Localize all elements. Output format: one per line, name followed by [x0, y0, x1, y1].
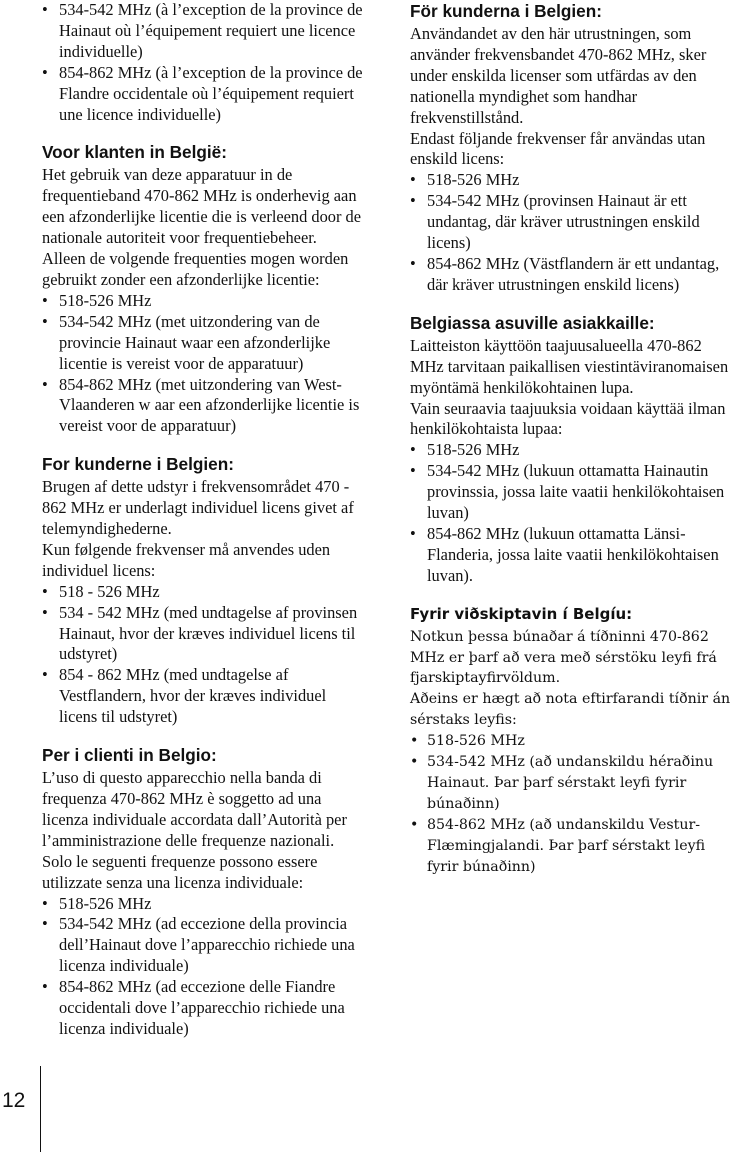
list-item: • 534-542 MHz (lukuun ottamatta Hainautin provinssia, jossa laite vaatii henkilökohtaisen luvan) — [410, 461, 725, 523]
fi-heading: Belgiassa asuville asiakkaille: — [410, 312, 655, 333]
list-item: • 854-862 MHz (à l’exception de la province de Flandre occidentale où l’équipement requiert une licence individuelle) — [42, 62, 363, 124]
is-paragraph-2: Aðeins er hægt að nota eftirfarandi tíðnir án sérstaks leyfis: — [410, 691, 730, 729]
list-item: • 854-862 MHz (Västflandern är ett undantag, där kräver utrustningen enskild licens) — [410, 253, 720, 294]
it-paragraph-2: Solo le seguenti frequenze possono essere utilizzate senza una licenza individuale: — [42, 851, 318, 892]
fi-paragraph-1: Laitteiston käyttöön taajuusalueella 470-862 MHz tarvitaan paikallisen viestintäviranomaisen myöntämä henkilökohtainen lupa. — [410, 335, 729, 397]
list-item: • 518-526 MHz — [42, 893, 152, 913]
da-frequency-list — [42, 582, 368, 728]
is-paragraph-1: Notkun þessa búnaðar á tíðninni 470-862 MHz er þarf að vera með sérstöku leyfi frá fjarskiptayfirvöldum. — [410, 628, 717, 687]
list-item: • 854-862 MHz (að undanskildu Vestur-Flæmingjalandi. Þar þarf sérstakt leyfi fyrir búnaðinn) — [410, 816, 706, 875]
list-item: • 854-862 MHz (lukuun ottamatta Länsi-Flanderia, jossa laite vaatii henkilökohtaisen luvan). — [410, 523, 719, 585]
list-item: • 854-862 MHz (met uitzondering van West-Vlaanderen w aar een afzonderlijke licentie is vereist voor de apparatuur) — [42, 374, 360, 436]
nl-heading: Voor klanten in België: — [42, 142, 227, 163]
list-item: • 854-862 MHz (ad eccezione delle Fiandre occidentali dove l’apparecchio richiede una licenza individuale) — [42, 977, 345, 1038]
da-paragraph-1: Brugen af dette udstyr i frekvensområdet 470 - 862 MHz er underlagt individuel licens givet af telemyndighederne. — [42, 477, 354, 539]
page-number: 12 — [2, 1089, 26, 1112]
sv-frequency-list — [410, 170, 730, 295]
fi-paragraph-2: Vain seuraavia taajuuksia voidaan käyttää ilman henkilökohtaista lupaa: — [410, 398, 726, 439]
margin-divider — [40, 1066, 41, 1152]
left-column — [42, 0, 368, 1040]
list-item: • 518-526 MHz — [410, 440, 520, 460]
list-item: • 534-542 MHz (à l’exception de la province de Hainaut où l’équipement requiert une licence individuelle) — [42, 0, 363, 61]
list-item: • 534-542 MHz (provinsen Hainaut är ett undantag, där kräver utrustningen enskild licens) — [410, 191, 700, 253]
da-heading: For kunderne i Belgien: — [42, 454, 234, 475]
nl-paragraph-2: Alleen de volgende frequenties mogen worden gebruikt zonder een afzonderlijke licentie: — [42, 249, 349, 289]
sv-paragraph-1: Användandet av den här utrustningen, som använder frekvensbandet 470-862 MHz, sker under enskilda licenser som utfärdas av den nationella myndighet som handhar frekvenstillstånd. — [410, 24, 707, 127]
list-item: • 518-526 MHz — [410, 733, 525, 750]
list-item: • 854 - 862 MHz (med undtagelse af Vestflandern, hvor der kræves individuel licens til udstyret) — [42, 665, 327, 727]
list-item: • 534-542 MHz (ad eccezione della provincia dell’Hainaut dove l’apparecchio richiede una licenza individuale) — [42, 914, 355, 976]
fr-frequency-list — [42, 0, 368, 125]
list-item: • 518-526 MHz — [42, 290, 152, 310]
sv-paragraph-2: Endast följande frekvenser får användas utan enskild licens: — [410, 128, 706, 169]
list-item: • 518 - 526 MHz — [42, 581, 160, 601]
nl-paragraph-1: Het gebruik van deze apparatuur in de frequentieband 470-862 MHz is onderhevig aan een afzonderlijke licentie die is verleend door de nationale autoriteit voor frequentiebeheer. — [42, 165, 362, 248]
fi-frequency-list — [410, 440, 730, 586]
it-heading: Per i clienti in Belgio: — [42, 745, 217, 766]
nl-frequency-list — [42, 291, 368, 437]
is-section — [410, 603, 730, 878]
list-item: • 534-542 MHz (met uitzondering van de provincie Hainaut waar een afzonderlijke licentie is vereist voor de apparatuur) — [42, 311, 331, 373]
sv-heading: För kunderna i Belgien: — [410, 1, 602, 21]
list-item: • 534 - 542 MHz (med undtagelse af provinsen Hainaut, hvor der kræves individuel licens til udstyret) — [42, 602, 358, 664]
is-heading: Fyrir viðskiptavin í Belgíu: — [410, 604, 633, 623]
da-paragraph-2: Kun følgende frekvenser må anvendes uden individuel licens: — [42, 539, 331, 580]
right-column — [410, 0, 730, 878]
it-frequency-list — [42, 894, 368, 1040]
list-item: • 534-542 MHz (að undanskildu héraðinu Hainaut. Þar þarf sérstakt leyfi fyrir búnaðinn) — [410, 754, 714, 812]
it-paragraph-1: L’uso di questo apparecchio nella banda di frequenza 470-862 MHz è soggetto ad una licenza individuale accordata dall’Autorità per l’amministrazione delle frequenze nazionali. — [42, 768, 347, 850]
is-frequency-list — [410, 731, 730, 877]
list-item: • 518-526 MHz — [410, 170, 520, 190]
